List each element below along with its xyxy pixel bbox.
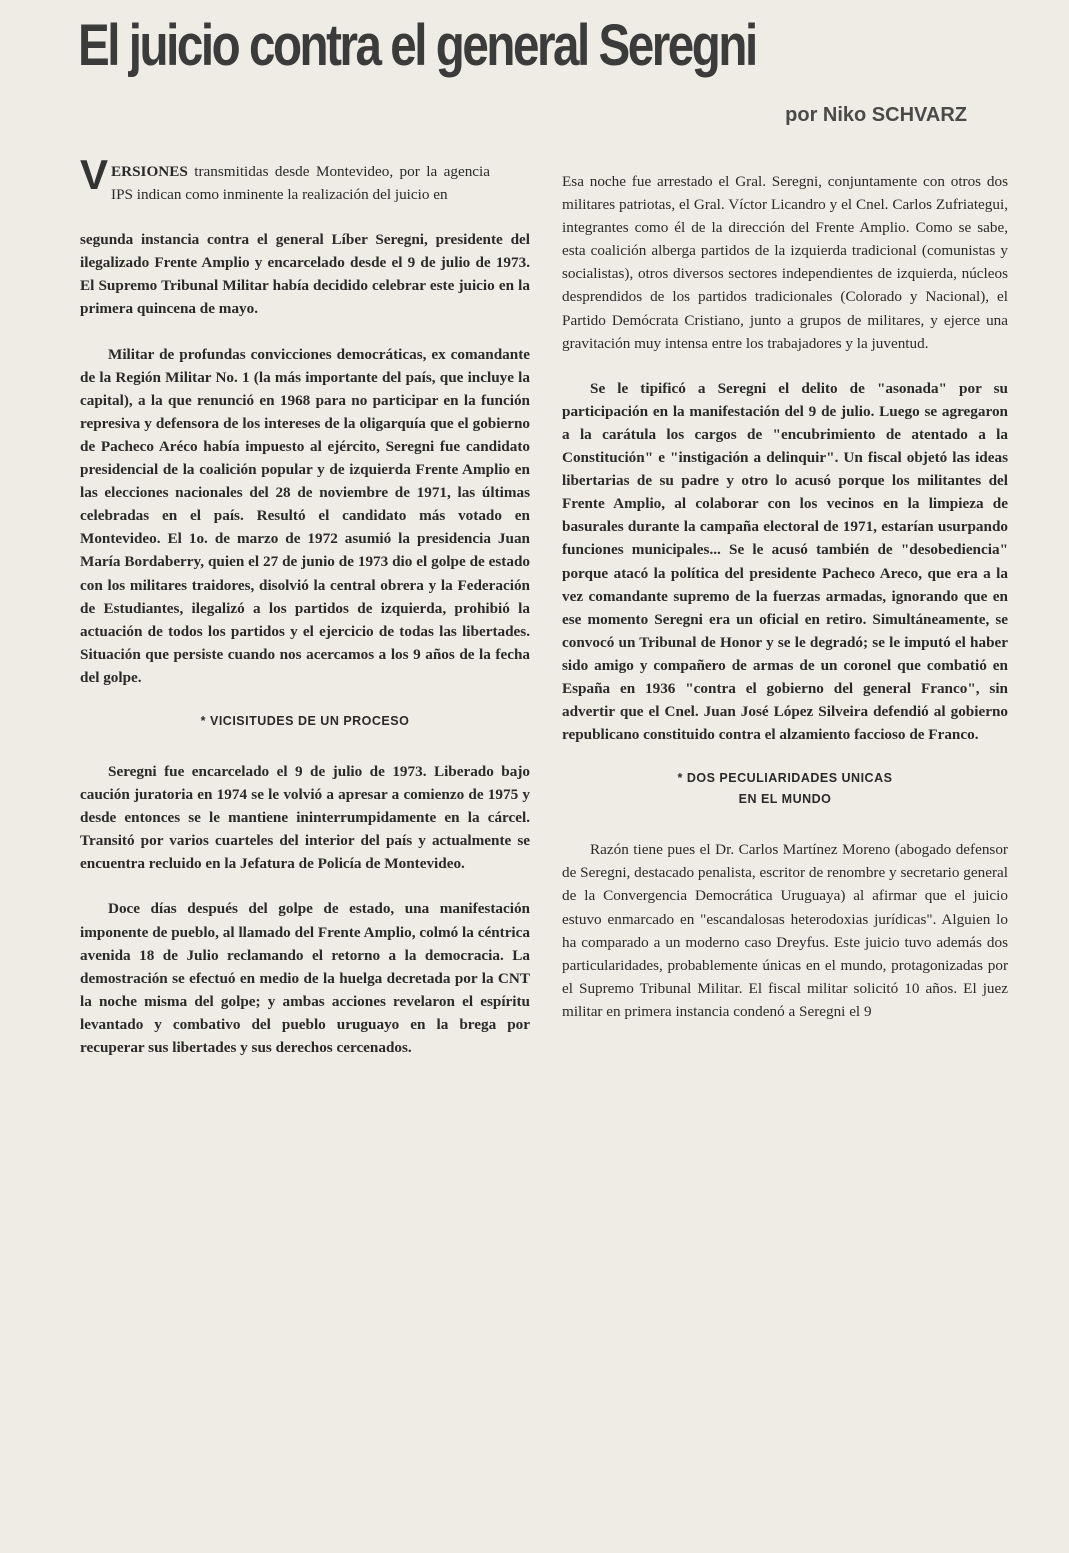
intro-text: transmitidas desde Montevideo, por la agencia IPS indican como inminente la realización del juicio en xyxy=(111,163,490,204)
right-paragraph-2: Se le tipificó a Seregni el delito de "asonada" por su participación en la manifestación del 9 de julio. Luego se agregaron a la carátula los cargos de "encubrimiento de atentado a la Constitución" e "instigación a delinquir". Un fiscal objetó las ideas libertarias de su padre y otro lo acusó porque los militantes del Frente Amplio, al colaborar con los vecinos en la limpieza de basurales durante la campaña electoral de 1971, estarían usurpando funciones municipales... Se le acusó también de "desobediencia" porque atacó la política del presidente Pacheco Areco, que era a la vez comandante supremo de la fuerzas armadas, ignorando que en ese momento Seregni era un oficial en retiro. Simultáneamente, se convocó un Tribunal de Honor y se le degradó; se le imputó el haber sido amigo y compañero de armas de un coronel que combatió en España en 1936 "contra el gobierno del general Franco", sin advertir que el Cnel. Juan José López Silveira defendió al gobierno republicano constituido contra el alzamiento faccioso de Franco. xyxy=(562,379,1008,744)
left-paragraph-2: Militar de profundas convicciones democráticas, ex comandante de la Región Militar No. 1 (la más importante del país, que incluye la capital), a la que renunció en 1968 para no participar en la función represiva y defensora de los intereses de la oligarquía que el gobierno de Pacheco Aréco había impuesto al ejército, Seregni fue candidato presidencial de la coalición popular y de izquierda Frente Amplio en las elecciones nacionales del 28 de noviembre de 1971, las últimas celebradas en el país. Resultó el candidato más votado en Montevideo. El 1o. de marzo de 1972 asumió la presidencia Juan María Bordaberry, quien el 27 de junio de 1973 dio el golpe de estado con los militares traidores, disolvió la central obrera y la Federación de Estudiantes, ilegalizó a los partidos de izquierda, prohibió la actuación de todos los partidos y el ejercicio de todas las libertades. Situación que persiste cuando nos acercamos a los 9 años de la fecha del golpe. xyxy=(80,345,530,686)
left-paragraph-1: segunda instancia contra el general Líber Seregni, presidente del ilegalizado Frente Amplio y encarcelado desde el 9 de julio de 1973. El Supremo Tribunal Militar había decidido celebrar este juicio en la primera quincena de mayo. xyxy=(80,231,530,318)
intro-paragraph xyxy=(80,151,490,206)
right-paragraph-3: Razón tiene pues el Dr. Carlos Martínez Moreno (abogado defensor de Seregni, destacado penalista, escritor de renombre y secretario general de la Convergencia Democrática Uruguaya) al afirmar que el juicio estuvo enmarcado en "escandalosas heterodoxias jurídicas". Alguien lo ha comparado a un moderno caso Dreyfus. Este juicio tuvo además dos particularidades, probablemente únicas en el mundo, protagonizadas por el Supremo Tribunal Militar. El fiscal militar solicitó 10 años. El juez militar en primera instancia condenó a Seregni el 9 xyxy=(562,841,1008,1020)
intro-caps-word: ERSIONES xyxy=(111,163,188,180)
subhead-line-2: EN EL MUNDO xyxy=(738,792,832,807)
subhead-vicisitudes: * VICISITUDES DE UN PROCESO xyxy=(200,713,410,728)
article-title: El juicio contra el general Seregni xyxy=(78,13,756,78)
subhead-peculiaridades xyxy=(562,768,1008,810)
drop-cap: V xyxy=(80,151,109,198)
left-paragraph-4: Doce días después del golpe de estado, una manifestación imponente de pueblo, al llamado del Frente Amplio, colmó la céntrica avenida 18 de Julio reclamando el retorno a la democracia. La demostración se efectuó en medio de la huelga decretada por la CNT la noche misma del golpe; y ambas acciones revelaron el espíritu levantado y combativo del pueblo uruguayo en la brega por recuperar sus libertades y sus derechos cercenados. xyxy=(80,900,530,1056)
left-paragraph-3: Seregni fue encarcelado el 9 de julio de 1973. Liberado bajo caución juratoria en 1974 se le volvió a apresar a comienzo de 1975 y desde entonces se le mantiene ininterrumpidamente en la cárcel. Transitó por varios cuarteles del interior del país y actualmente se encuentra recluido en la Jefatura de Policía de Montevideo. xyxy=(80,762,530,873)
right-paragraph-1: Esa noche fue arrestado el Gral. Seregni, conjuntamente con otros dos militares patriotas, el Gral. Víctor Licandro y el Cnel. Carlos Zufriategui, integrantes como él de la dirección del Frente Amplio. Como se sabe, esta coalición alberga partidos de la izquierda tradicional (comunistas y socialistas), otros diversos sectores independientes de izquierda, núcleos desprendidos de los partidos tradicionales (Colorado y Nacional), el Partido Demócrata Cristiano, junto a grupos de militares, y ejerce una gravitación muy intensa entre los trabajadores y la juventud. xyxy=(562,173,1008,352)
byline: por Niko SCHVARZ xyxy=(785,104,967,126)
left-column xyxy=(80,151,530,1081)
subhead-line-1: * DOS PECULIARIDADES UNICAS xyxy=(677,771,893,786)
right-column xyxy=(562,170,1008,1045)
